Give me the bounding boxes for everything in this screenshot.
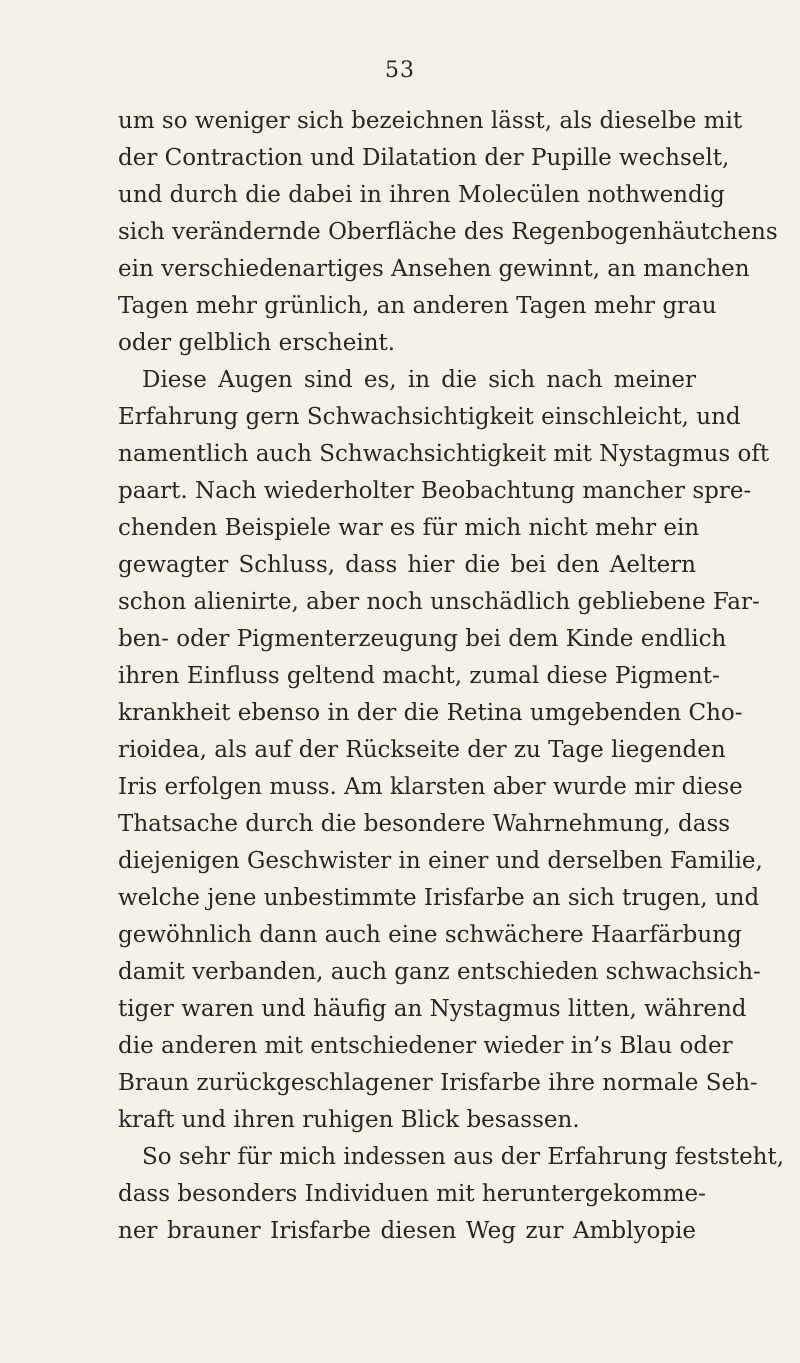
text-line: Tagen mehr grünlich, an anderen Tagen mehr grau bbox=[118, 293, 717, 319]
text-line: chenden Beispiele war es für mich nicht mehr ein bbox=[118, 515, 700, 541]
paragraph-1 bbox=[118, 103, 778, 362]
page-number: 53 bbox=[385, 58, 415, 83]
text-line: Diese Augen sind es, in die sich nach meiner bbox=[142, 367, 696, 393]
body-text bbox=[118, 103, 785, 1250]
text-line: tiger waren und häufig an Nystagmus litten, während bbox=[118, 996, 747, 1022]
text-line: die anderen mit entschiedener wieder in’s Blau oder bbox=[118, 1033, 733, 1059]
text-line: dass besonders Individuen mit heruntergekomme- bbox=[118, 1181, 706, 1207]
text-line: kraft und ihren ruhigen Blick besassen. bbox=[118, 1107, 580, 1133]
text-line: um so weniger sich bezeichnen lässt, als dieselbe mit bbox=[118, 108, 743, 134]
text-line: ein verschiedenartiges Ansehen gewinnt, an manchen bbox=[118, 256, 750, 282]
paragraph-2 bbox=[118, 362, 770, 1139]
text-line: ner brauner Irisfarbe diesen Weg zur Amblyopie bbox=[118, 1218, 696, 1244]
text-line: welche jene unbestimmte Irisfarbe an sich trugen, und bbox=[118, 885, 760, 911]
text-line: sich verändernde Oberfläche des Regenbogenhäutchens bbox=[118, 219, 778, 245]
text-line: oder gelblich erscheint. bbox=[118, 330, 396, 356]
text-line: Erfahrung gern Schwachsichtigkeit einschleicht, und bbox=[118, 404, 741, 430]
text-line: gewagter Schluss, dass hier die bei den Aeltern bbox=[118, 552, 696, 578]
text-line: paart. Nach wiederholter Beobachtung mancher spre- bbox=[118, 478, 752, 504]
text-line: damit verbanden, auch ganz entschieden schwachsich- bbox=[118, 959, 761, 985]
text-line: gewöhnlich dann auch eine schwächere Haarfärbung bbox=[118, 922, 742, 948]
text-line: Thatsache durch die besondere Wahrnehmung, dass bbox=[118, 811, 731, 837]
text-line: ihren Einfluss geltend macht, zumal diese Pigment- bbox=[118, 663, 720, 689]
text-line: und durch die dabei in ihren Molecülen nothwendig bbox=[118, 182, 725, 208]
text-line: ben- oder Pigmenterzeugung bei dem Kinde endlich bbox=[118, 626, 727, 652]
text-line: diejenigen Geschwister in einer und derselben Familie, bbox=[118, 848, 763, 874]
text-line: krankheit ebenso in der die Retina umgebenden Cho- bbox=[118, 700, 743, 726]
text-line: Iris erfolgen muss. Am klarsten aber wurde mir diese bbox=[118, 774, 743, 800]
text-line: namentlich auch Schwachsichtigkeit mit Nystagmus oft bbox=[118, 441, 770, 467]
text-line: Braun zurückgeschlagener Irisfarbe ihre normale Seh- bbox=[118, 1070, 758, 1096]
text-line: So sehr für mich indessen aus der Erfahrung feststeht, bbox=[142, 1144, 785, 1170]
text-line: der Contraction und Dilatation der Pupille wechselt, bbox=[118, 145, 730, 171]
paragraph-3 bbox=[118, 1139, 785, 1250]
text-line: schon alienirte, aber noch unschädlich gebliebene Far- bbox=[118, 589, 760, 615]
text-line: rioidea, als auf der Rückseite der zu Tage liegenden bbox=[118, 737, 726, 763]
